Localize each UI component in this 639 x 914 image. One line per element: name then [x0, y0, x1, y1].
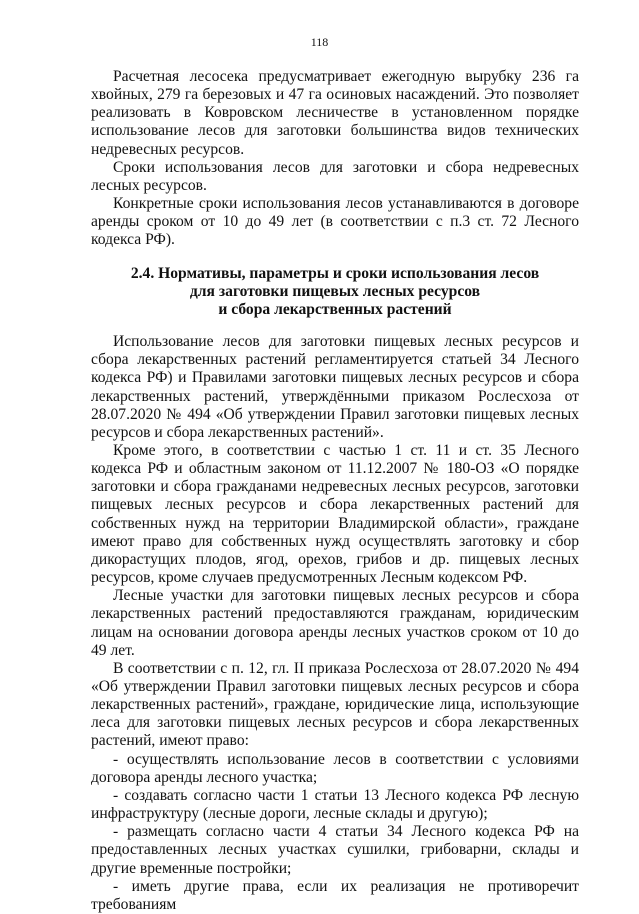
paragraph-nonwood-terms-heading: Сроки использования лесов для заготовки и сбора недревесных лесных ресурсов.	[91, 158, 579, 194]
section-heading-line-2: для заготовки пищевых лесных ресурсов	[189, 282, 481, 300]
paragraph-lease-terms: Конкретные сроки использования лесов устанавливаются в договоре аренды сроком от 10 до 49 лет (в соответствии с п.3 ст. 72 Лесного кодекса РФ).	[91, 195, 579, 249]
section-heading	[91, 265, 579, 319]
list-item-infrastructure: - создавать согласно части 1 статьи 13 Лесного кодекса РФ лесную инфраструктуру (лесные дороги, лесные склады и другую);	[91, 786, 579, 823]
paragraph-annual-felling: Расчетная лесосека предусматривает ежегодную вырубку 236 га хвойных, 279 га березовых и 47 га осиновых насаждений. Это позволяет реализовать в Ковровском лесничестве в установленном порядке использование лесов для заготовки большинства видов технических недревесных ресурсов.	[91, 68, 579, 158]
list-item-other-rights: - иметь другие права, если их реализация не противоречит требованиям	[91, 877, 579, 913]
page-number: 118	[310, 35, 329, 49]
section-heading-line-3: и сбора лекарственных растений	[218, 300, 452, 318]
paragraph-rights-intro: В соответствии с п. 12, гл. II приказа Рослесхоза от 28.07.2020 № 494 «Об утверждении Правил заготовки пищевых лесных ресурсов и сбора лекарственных растений», граждане, юридические лица, использующие леса для заготовки пищевых лесных ресурсов и сбора лекарственных растений, имеют право:	[91, 659, 579, 750]
list-item-use-forests: - осуществлять использование лесов в соответствии с условиями договора аренды лесного участка;	[91, 750, 579, 786]
list-item-temporary-buildings: - размещать согласно части 4 статьи 34 Лесного кодекса РФ на предоставленных лесных участках сушилки, грибоварни, склады и другие временные постройки;	[91, 823, 579, 877]
paragraph-regional-law: Кроме этого, в соответствии с частью 1 ст. 11 и ст. 35 Лесного кодекса РФ и областным законом от 11.12.2007 № 180-ОЗ «О порядке заготовки и сбора гражданами недревесных лесных ресурсов, заготовки пищевых лесных ресурсов и сбора лекарственных растений для собственных нужд на территории Владимирской области», граждане имеют право для собственных нужд осуществлять заготовку и сбор дикорастущих плодов, ягод, орехов, грибов и др. пищевых лесных ресурсов, кроме случаев предусмотренных Лесным кодексом РФ.	[91, 441, 579, 587]
page-body	[91, 68, 579, 914]
paragraph-regulation: Использование лесов для заготовки пищевых лесных ресурсов и сбора лекарственных растений регламентируется статьей 34 Лесного кодекса РФ) и Правилами заготовки пищевых лесных ресурсов и сбора лекарственных растений, утверждёнными приказом Рослесхоза от 28.07.2020 № 494 «Об утверждении Правил заготовки пищевых лесных ресурсов и сбора лекарственных растений».	[91, 333, 579, 441]
paragraph-lease-provision: Лесные участки для заготовки пищевых лесных ресурсов и сбора лекарственных растений предоставляются гражданам, юридическим лицам на основании договора аренды лесных участков сроком от 10 до 49 лет.	[91, 587, 579, 659]
section-heading-line-1: 2.4. Нормативы, параметры и сроки использования лесов	[130, 264, 540, 282]
